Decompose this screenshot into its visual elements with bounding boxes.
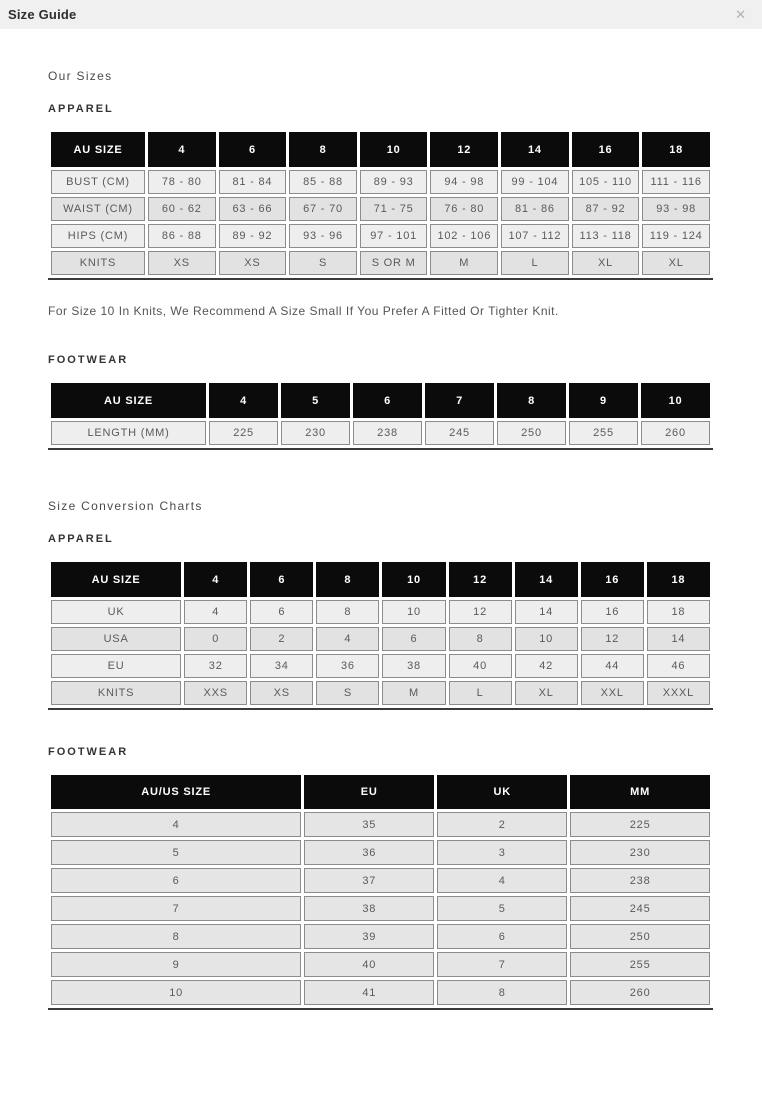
table-cell: 85 - 88 [289, 170, 357, 194]
modal-header [0, 0, 762, 29]
table-cell: 102 - 106 [430, 224, 498, 248]
table-cell: 2 [437, 812, 567, 837]
table-header-cell: 10 [382, 562, 445, 597]
table-cell: 36 [304, 840, 434, 865]
table-cell: 255 [570, 952, 710, 977]
table-cell: S [316, 681, 379, 705]
table-cell: 93 - 96 [289, 224, 357, 248]
table-header-cell: 6 [219, 132, 287, 167]
table-header-cell: 7 [425, 383, 494, 418]
table-cell: M [430, 251, 498, 275]
table-cell: 89 - 92 [219, 224, 287, 248]
table-cell: 225 [209, 421, 278, 445]
table-cell: 99 - 104 [501, 170, 569, 194]
table-cell: KNITS [51, 681, 181, 705]
table-cell: 78 - 80 [148, 170, 216, 194]
table-cell: 245 [425, 421, 494, 445]
table-cell: XL [572, 251, 640, 275]
footwear-conversion-table [48, 772, 713, 1010]
table-cell: M [382, 681, 445, 705]
table-header-cell: 14 [515, 562, 578, 597]
table-cell: 6 [382, 627, 445, 651]
table-cell: L [449, 681, 512, 705]
table-cell: XL [515, 681, 578, 705]
table-cell: 89 - 93 [360, 170, 428, 194]
apparel-sizes-table [48, 129, 713, 280]
table-row [51, 421, 710, 445]
table-cell: 107 - 112 [501, 224, 569, 248]
table-cell: 36 [316, 654, 379, 678]
table-header-cell: AU SIZE [51, 562, 181, 597]
table-cell: 37 [304, 868, 434, 893]
table-cell: 38 [382, 654, 445, 678]
table-header-cell: 18 [647, 562, 710, 597]
table-cell: KNITS [51, 251, 145, 275]
table-cell: 10 [51, 980, 301, 1005]
table-row [51, 924, 710, 949]
table-cell: 86 - 88 [148, 224, 216, 248]
table-header-cell: 10 [641, 383, 710, 418]
table-cell: USA [51, 627, 181, 651]
table-cell: 3 [437, 840, 567, 865]
table-header-cell: 18 [642, 132, 710, 167]
table-row [51, 952, 710, 977]
footwear-conversion-heading: FOOTWEAR [48, 746, 129, 758]
table-cell: 250 [570, 924, 710, 949]
table-cell: 41 [304, 980, 434, 1005]
table-cell: 97 - 101 [360, 224, 428, 248]
table-header-cell: MM [570, 775, 710, 809]
table-cell: 40 [449, 654, 512, 678]
table-cell: 119 - 124 [642, 224, 710, 248]
table-cell: 71 - 75 [360, 197, 428, 221]
table-cell: 44 [581, 654, 644, 678]
table-cell: 8 [449, 627, 512, 651]
table-cell: 8 [51, 924, 301, 949]
table-row [51, 170, 710, 194]
size-table [48, 559, 713, 710]
table-cell: BUST (CM) [51, 170, 145, 194]
table-header-cell: 8 [289, 132, 357, 167]
table-cell: 7 [437, 952, 567, 977]
size-table [48, 129, 713, 280]
table-cell: 12 [449, 600, 512, 624]
table-header-cell: AU SIZE [51, 132, 145, 167]
table-cell: XS [250, 681, 313, 705]
table-cell: 67 - 70 [289, 197, 357, 221]
table-row [51, 812, 710, 837]
table-cell: 7 [51, 896, 301, 921]
table-cell: 93 - 98 [642, 197, 710, 221]
table-header-row [51, 775, 710, 809]
table-cell: 8 [437, 980, 567, 1005]
table-row [51, 224, 710, 248]
table-cell: XXS [184, 681, 247, 705]
table-header-cell: 4 [148, 132, 216, 167]
table-row [51, 980, 710, 1005]
conversion-charts-heading: Size Conversion Charts [48, 499, 203, 513]
table-header-cell: 16 [572, 132, 640, 167]
table-cell: 6 [250, 600, 313, 624]
table-cell: 250 [497, 421, 566, 445]
table-cell: 87 - 92 [572, 197, 640, 221]
table-cell: 39 [304, 924, 434, 949]
table-header-cell: 6 [353, 383, 422, 418]
table-row [51, 627, 710, 651]
table-cell: 4 [184, 600, 247, 624]
table-cell: 40 [304, 952, 434, 977]
table-row [51, 840, 710, 865]
table-cell: 81 - 86 [501, 197, 569, 221]
table-header-cell: 16 [581, 562, 644, 597]
apparel-conversion-heading: APPAREL [48, 533, 114, 545]
table-cell: 16 [581, 600, 644, 624]
table-header-cell: UK [437, 775, 567, 809]
table-row [51, 197, 710, 221]
table-header-cell: 12 [430, 132, 498, 167]
table-cell: XS [219, 251, 287, 275]
table-header-cell: 6 [250, 562, 313, 597]
table-header-row [51, 562, 710, 597]
table-row [51, 868, 710, 893]
table-cell: 2 [250, 627, 313, 651]
table-header-cell: 4 [184, 562, 247, 597]
footwear-sizes-heading: FOOTWEAR [48, 354, 129, 366]
table-cell: 260 [641, 421, 710, 445]
table-cell: 14 [515, 600, 578, 624]
table-cell: XS [148, 251, 216, 275]
size-table [48, 772, 713, 1010]
table-cell: 5 [437, 896, 567, 921]
table-cell: 0 [184, 627, 247, 651]
table-header-cell: 8 [497, 383, 566, 418]
table-cell: 81 - 84 [219, 170, 287, 194]
table-cell: 46 [647, 654, 710, 678]
table-cell: 225 [570, 812, 710, 837]
table-cell: 238 [353, 421, 422, 445]
table-cell: 12 [581, 627, 644, 651]
table-cell: 10 [515, 627, 578, 651]
table-cell: 260 [570, 980, 710, 1005]
table-header-cell: EU [304, 775, 434, 809]
table-row [51, 896, 710, 921]
table-row [51, 654, 710, 678]
table-cell: 6 [51, 868, 301, 893]
close-icon[interactable]: ✕ [731, 6, 750, 23]
table-cell: 9 [51, 952, 301, 977]
table-cell: 76 - 80 [430, 197, 498, 221]
table-cell: 60 - 62 [148, 197, 216, 221]
table-cell: 255 [569, 421, 638, 445]
table-cell: 32 [184, 654, 247, 678]
table-cell: 230 [281, 421, 350, 445]
table-header-cell: AU SIZE [51, 383, 206, 418]
table-cell: 8 [316, 600, 379, 624]
table-header-row [51, 132, 710, 167]
table-cell: 18 [647, 600, 710, 624]
table-cell: 245 [570, 896, 710, 921]
size-table [48, 380, 713, 450]
table-header-cell: 14 [501, 132, 569, 167]
table-cell: 230 [570, 840, 710, 865]
table-cell: 4 [51, 812, 301, 837]
our-sizes-heading: Our Sizes [48, 69, 113, 83]
table-cell: UK [51, 600, 181, 624]
table-row [51, 681, 710, 705]
apparel-conversion-table [48, 559, 713, 710]
table-header-cell: 10 [360, 132, 428, 167]
size-guide-content [0, 29, 762, 1010]
table-header-cell: 4 [209, 383, 278, 418]
table-cell: 111 - 116 [642, 170, 710, 194]
table-cell: XXXL [647, 681, 710, 705]
table-header-row [51, 383, 710, 418]
table-row [51, 251, 710, 275]
table-cell: 35 [304, 812, 434, 837]
table-cell: 94 - 98 [430, 170, 498, 194]
table-cell: S [289, 251, 357, 275]
table-cell: 10 [382, 600, 445, 624]
table-cell: S OR M [360, 251, 428, 275]
page-title: Size Guide [8, 7, 77, 22]
table-header-cell: 8 [316, 562, 379, 597]
table-cell: WAIST (CM) [51, 197, 145, 221]
table-cell: XL [642, 251, 710, 275]
table-header-cell: 5 [281, 383, 350, 418]
table-cell: EU [51, 654, 181, 678]
knits-note: For Size 10 In Knits, We Recommend A Size Small If You Prefer A Fitted Or Tighter Knit. [48, 304, 559, 318]
table-cell: 63 - 66 [219, 197, 287, 221]
table-row [51, 600, 710, 624]
table-cell: 14 [647, 627, 710, 651]
footwear-sizes-table [48, 380, 713, 450]
table-cell: LENGTH (MM) [51, 421, 206, 445]
table-cell: L [501, 251, 569, 275]
table-cell: 4 [316, 627, 379, 651]
table-cell: 238 [570, 868, 710, 893]
table-header-cell: 9 [569, 383, 638, 418]
table-header-cell: AU/US SIZE [51, 775, 301, 809]
table-cell: 113 - 118 [572, 224, 640, 248]
table-header-cell: 12 [449, 562, 512, 597]
table-cell: 42 [515, 654, 578, 678]
table-cell: XXL [581, 681, 644, 705]
table-cell: 6 [437, 924, 567, 949]
table-cell: 34 [250, 654, 313, 678]
table-cell: 5 [51, 840, 301, 865]
table-cell: HIPS (CM) [51, 224, 145, 248]
table-cell: 38 [304, 896, 434, 921]
table-cell: 105 - 110 [572, 170, 640, 194]
table-cell: 4 [437, 868, 567, 893]
apparel-sizes-heading: APPAREL [48, 103, 114, 115]
